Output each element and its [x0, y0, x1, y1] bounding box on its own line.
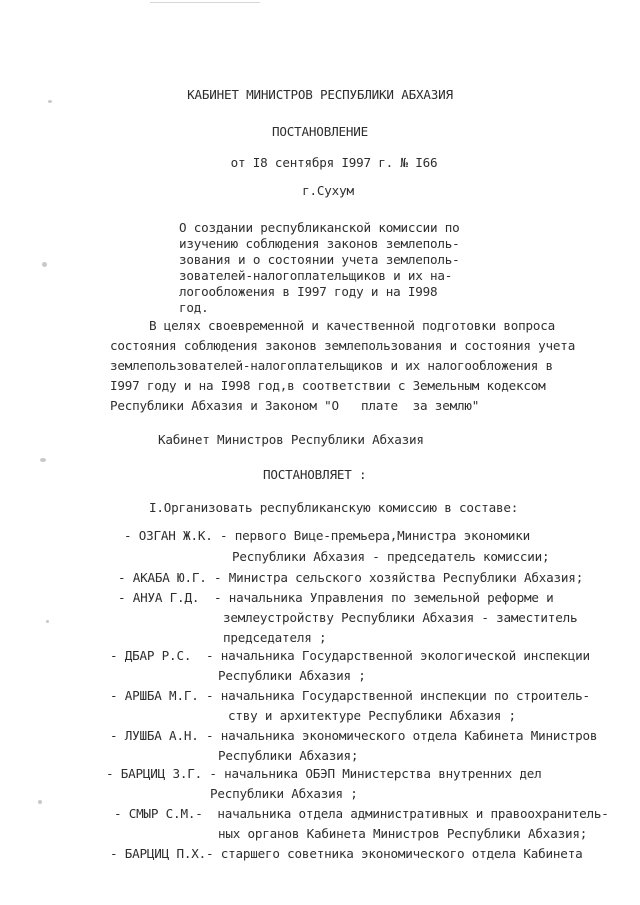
member-line: - СМЫР С.М.- начальника отдела административных и правоохранитель-: [114, 806, 609, 821]
preamble-line: землепользователей-налогоплательщиков и их налогообложения в: [110, 358, 553, 373]
subject-line: логообложения в I997 году и на I998: [179, 284, 438, 299]
subject-line: изучению соблюдения законов землеполь-: [179, 236, 460, 251]
scan-speck: [42, 262, 47, 267]
member-line: - АНУА Г.Д. - начальника Управления по земельной реформе и: [118, 590, 554, 605]
scan-top-edge: [150, 2, 260, 3]
scan-speck: [46, 620, 49, 623]
member-line: - БАРЦИЦ П.Х.- старшего советника экономического отдела Кабинета: [110, 846, 583, 861]
preamble-line: В целях своевременной и качественной подготовки вопроса: [149, 318, 556, 333]
member-line: Республики Абхазия;: [218, 748, 359, 763]
subject-line: О создании республиканской комиссии по: [179, 220, 460, 235]
member-line: Республики Абхазия ;: [218, 668, 366, 683]
city: г.Сухум: [302, 183, 354, 198]
member-line: Республики Абхазия ;: [210, 786, 358, 801]
member-line: Республики Абхазия - председатель комиссии;: [232, 549, 550, 564]
subject-line: зователей-налогоплательщиков и их на-: [179, 268, 453, 283]
authority: Кабинет Министров Республики Абхазия: [158, 432, 424, 447]
member-line: - АКАБА Ю.Г. - Министра сельского хозяйства Республики Абхазия;: [118, 570, 584, 585]
member-line: - АРШБА М.Г. - начальника Государственной инспекции по строитель-: [110, 688, 590, 703]
clause-1: I.Организовать республиканскую комиссию в составе:: [149, 500, 519, 515]
cabinet-heading: КАБИНЕТ МИНИСТРОВ РЕСПУБЛИКИ АБХАЗИЯ: [187, 87, 453, 102]
subject-line: год.: [179, 300, 209, 315]
member-line: - ОЗГАН Ж.К. - первого Вице-премьера,Министра экономики: [124, 528, 531, 543]
scan-speck: [38, 800, 42, 804]
subject-line: зования и о состоянии учета землеполь-: [179, 252, 460, 267]
preamble-line: I997 году и на I998 год,в соответствии с Земельным кодексом: [110, 378, 546, 393]
member-line: председателя ;: [223, 630, 327, 645]
member-line: - ЛУШБА А.Н. - начальника экономического отдела Кабинета Министров: [110, 728, 598, 743]
member-line: землеустройству Республики Абхазия - заместитель: [223, 610, 578, 625]
document-type: ПОСТАНОВЛЕНИЕ: [272, 124, 368, 139]
preamble-line: Республики Абхазия и Законом "О плате за землю": [110, 398, 480, 413]
member-line: - БАРЦИЦ З.Г. - начальника ОБЭП Министерства внутренних дел: [106, 766, 542, 781]
decides: ПОСТАНОВЛЯЕТ :: [263, 467, 367, 482]
preamble-line: состояния соблюдения законов землепользования и состояния учета: [110, 338, 576, 353]
member-line: ных органов Кабинета Министров Республики Абхазия;: [218, 826, 588, 841]
scan-speck: [40, 458, 46, 462]
date-and-number: от I8 сентября I997 г. № I66: [230, 155, 438, 170]
member-line: - ДБАР Р.С. - начальника Государственной экологической инспекции: [110, 648, 590, 663]
member-line: ству и архитектуре Республики Абхазия ;: [228, 708, 516, 723]
